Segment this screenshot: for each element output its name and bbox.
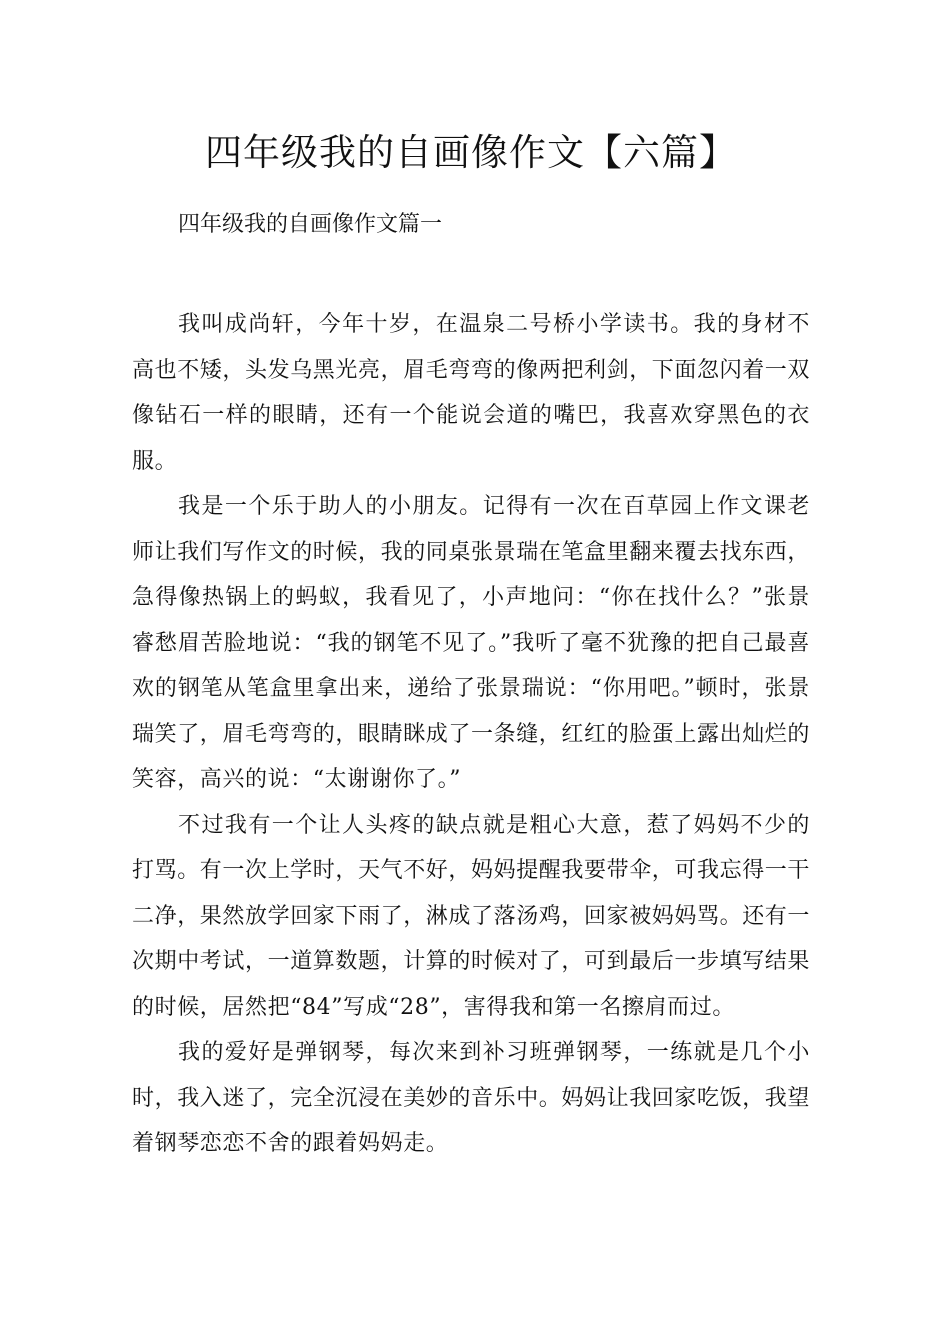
paragraph-3: 不过我有一个让人头疼的缺点就是粗心大意，惹了妈妈不少的打骂。有一次上学时，天气不好，妈妈提醒我要带伞，可我忘得一干二净，果然放学回家下雨了，淋成了落汤鸡，回家被妈妈骂。还有一次期中考试，一道算数题，计算的时候对了，可到最后一步填写结果的时候，居然把“84”写成“28”，害得我和第一名擦肩而过。 [132, 812, 811, 1020]
paragraph-2: 我是一个乐于助人的小朋友。记得有一次在百草园上作文课老师让我们写作文的时候，我的同桌张景瑞在笔盒里翻来覆去找东西，急得像热锅上的蚂蚁，我看见了，小声地问：“你在找什么？”张景睿愁眉苦脸地说：“我的钢笔不见了。”我听了毫不犹豫的把自己最喜欢的钢笔从笔盒里拿出来，递给了张景瑞说：“你用吧。”顿时，张景瑞笑了，眉毛弯弯的，眼睛眯成了一条缝，红红的脸蛋上露出灿烂的笑容，高兴的说：“太谢谢你了。” [132, 494, 811, 792]
essay-body [132, 302, 810, 1167]
section-heading: 四年级我的自画像作文篇一 [178, 212, 443, 237]
paragraph-4: 我的爱好是弹钢琴，每次来到补习班弹钢琴，一练就是几个小时，我入迷了，完全沉浸在美妙的音乐中。妈妈让我回家吃饭，我望着钢琴恋恋不舍的跟着妈妈走。 [132, 1040, 811, 1156]
paragraph-1: 我叫成尚轩，今年十岁，在温泉二号桥小学读书。我的身材不高也不矮，头发乌黑光亮，眉毛弯弯的像两把利剑，下面忽闪着一双像钻石一样的眼睛，还有一个能说会道的嘴巴，我喜欢穿黑色的衣服。 [132, 312, 811, 474]
document-title: 四年级我的自画像作文【六篇】 [205, 131, 737, 174]
